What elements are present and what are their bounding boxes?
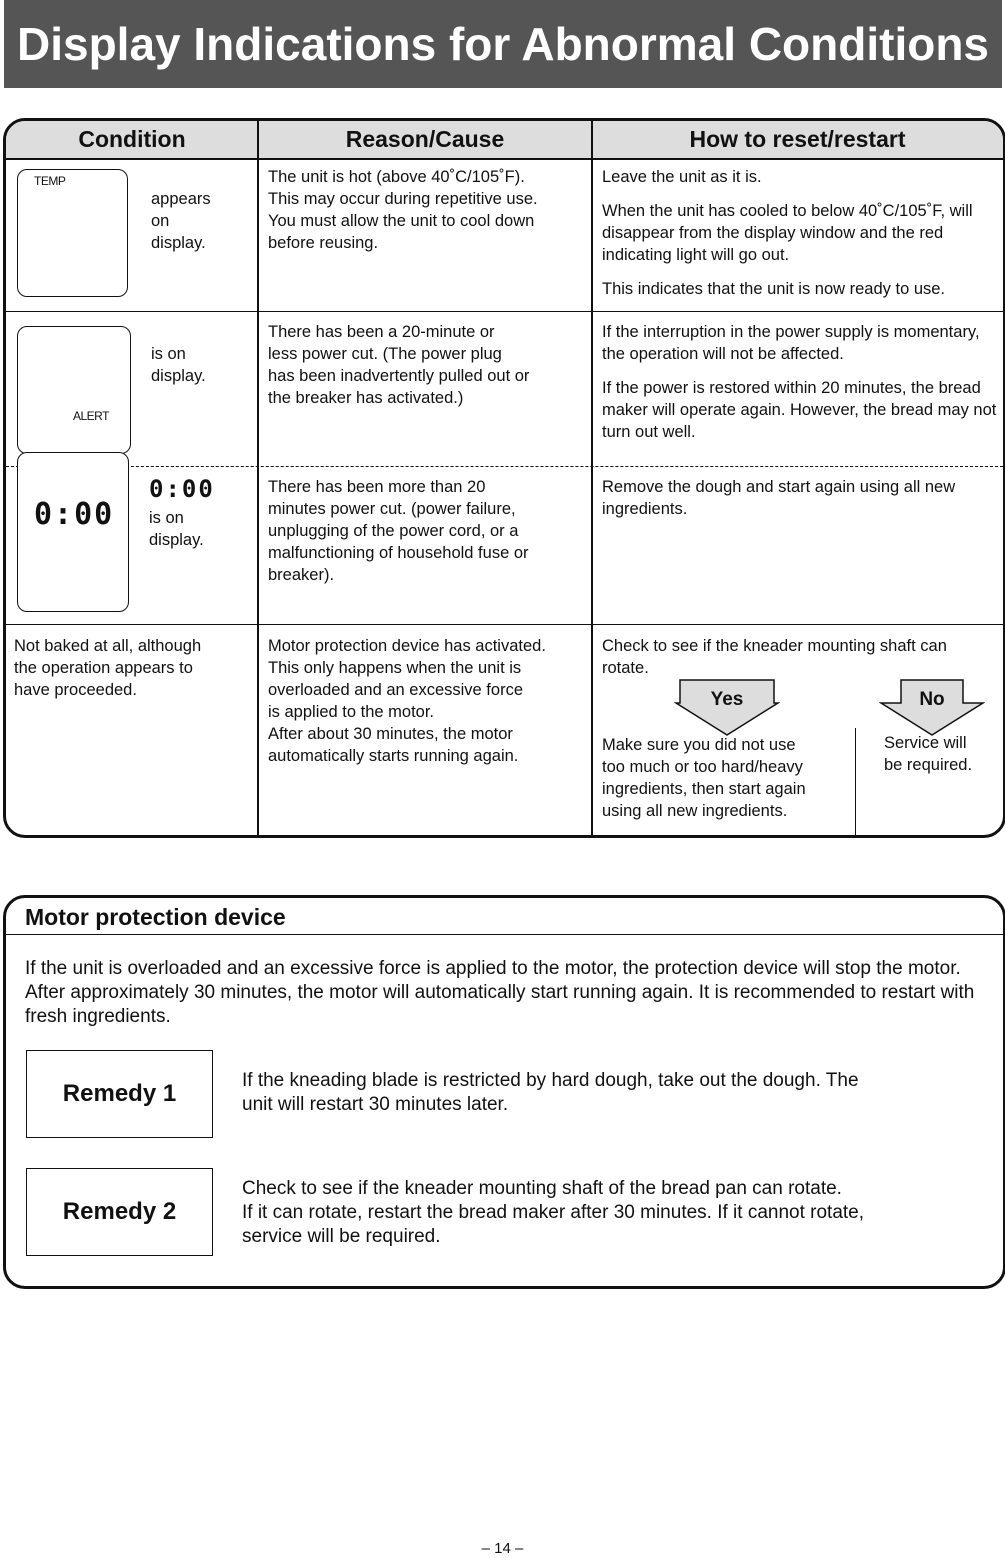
display-window-clock <box>17 452 129 612</box>
page-title: Display Indications for Abnormal Conditions <box>4 0 1002 88</box>
remedy-1-text: If the kneading blade is restricted by hard dough, take out the dough. The unit will restart 30 minutes later. <box>242 1070 859 1115</box>
reset-text: Leave the unit as it is. When the unit has cooled to below 40˚C/105˚F, will disappear from the display window and the red indicating light will go out. This indicates that the unit is now ready to use. <box>602 168 973 298</box>
header-condition: Condition <box>6 121 258 160</box>
temp-indicator: TEMP <box>34 174 66 188</box>
row-divider <box>6 624 1003 625</box>
yes-text: Make sure you did not use too much or too hard/heavy ingredients, then start again using all new ingredients. <box>602 736 806 820</box>
condition-text: Not baked at all, although the operation appears to have proceeded. <box>14 637 202 699</box>
section-divider <box>6 934 1003 935</box>
yes-label: Yes <box>710 689 744 710</box>
remedy-2-text: Check to see if the kneader mounting shaft of the bread pan can rotate. If it can rotate, restart the bread maker after 30 minutes. If it cannot rotate, service will be required. <box>242 1178 865 1247</box>
header-reset: How to reset/restart <box>592 121 1003 160</box>
no-label: No <box>919 689 945 710</box>
column-divider <box>591 121 593 835</box>
reset-text: Remove the dough and start again using all new ingredients. <box>602 478 956 518</box>
reason-text: The unit is hot (above 40˚C/105˚F). This may occur during repetitive use. You must allow the unit to cool down before reusing. <box>268 168 538 252</box>
abnormal-conditions-table <box>3 118 1005 838</box>
condition-text: is on display. <box>151 345 206 385</box>
reason-text: There has been a 20-minute or less power cut. (The power plug has been inadvertently pulled out or the breaker has activated.) <box>268 323 530 407</box>
remedy-2-label: Remedy 2 <box>26 1168 213 1256</box>
display-window-temp <box>17 169 128 297</box>
motor-intro: If the unit is overloaded and an excessive force is applied to the motor, the protection device will stop the motor. After approximately 30 minutes, the motor will automatically start running again. It is recommended to restart with fresh ingredients. <box>25 958 975 1027</box>
no-text: Service will be required. <box>884 734 973 774</box>
reason-text: There has been more than 20 minutes power cut. (power failure, unplugging of the power cord, or a malfunctioning of household fuse or breaker). <box>268 478 529 584</box>
reset-intro: Check to see if the kneader mounting shaft can rotate. <box>602 637 947 677</box>
reset-text: If the interruption in the power supply is momentary, the operation will not be affected. If the power is restored within 20 minutes, the bread maker will operate again. However, the bread may not turn out well. <box>602 323 997 441</box>
display-window-alert <box>17 326 131 454</box>
condition-text: appears on display. <box>151 190 211 252</box>
section-title: Motor protection device <box>25 904 286 930</box>
remedy-1-label: Remedy 1 <box>26 1050 213 1138</box>
alert-indicator: ALERT <box>73 409 109 423</box>
yes-no-divider <box>855 728 856 838</box>
reason-text: Motor protection device has activated. This only happens when the unit is overloaded and an excessive force is applied to the motor. After about 30 minutes, the motor automatically starts running again. <box>268 637 546 765</box>
row-divider-dashed <box>6 466 1003 467</box>
condition-text: is on display. <box>149 509 204 549</box>
page-number: – 14 – <box>481 1540 524 1557</box>
clock-indicator: 0:00 <box>34 497 115 532</box>
header-reason: Reason/Cause <box>258 121 592 160</box>
clock-icon: 0:00 <box>149 475 215 503</box>
motor-protection-section <box>3 895 1005 1289</box>
column-divider <box>257 121 259 835</box>
